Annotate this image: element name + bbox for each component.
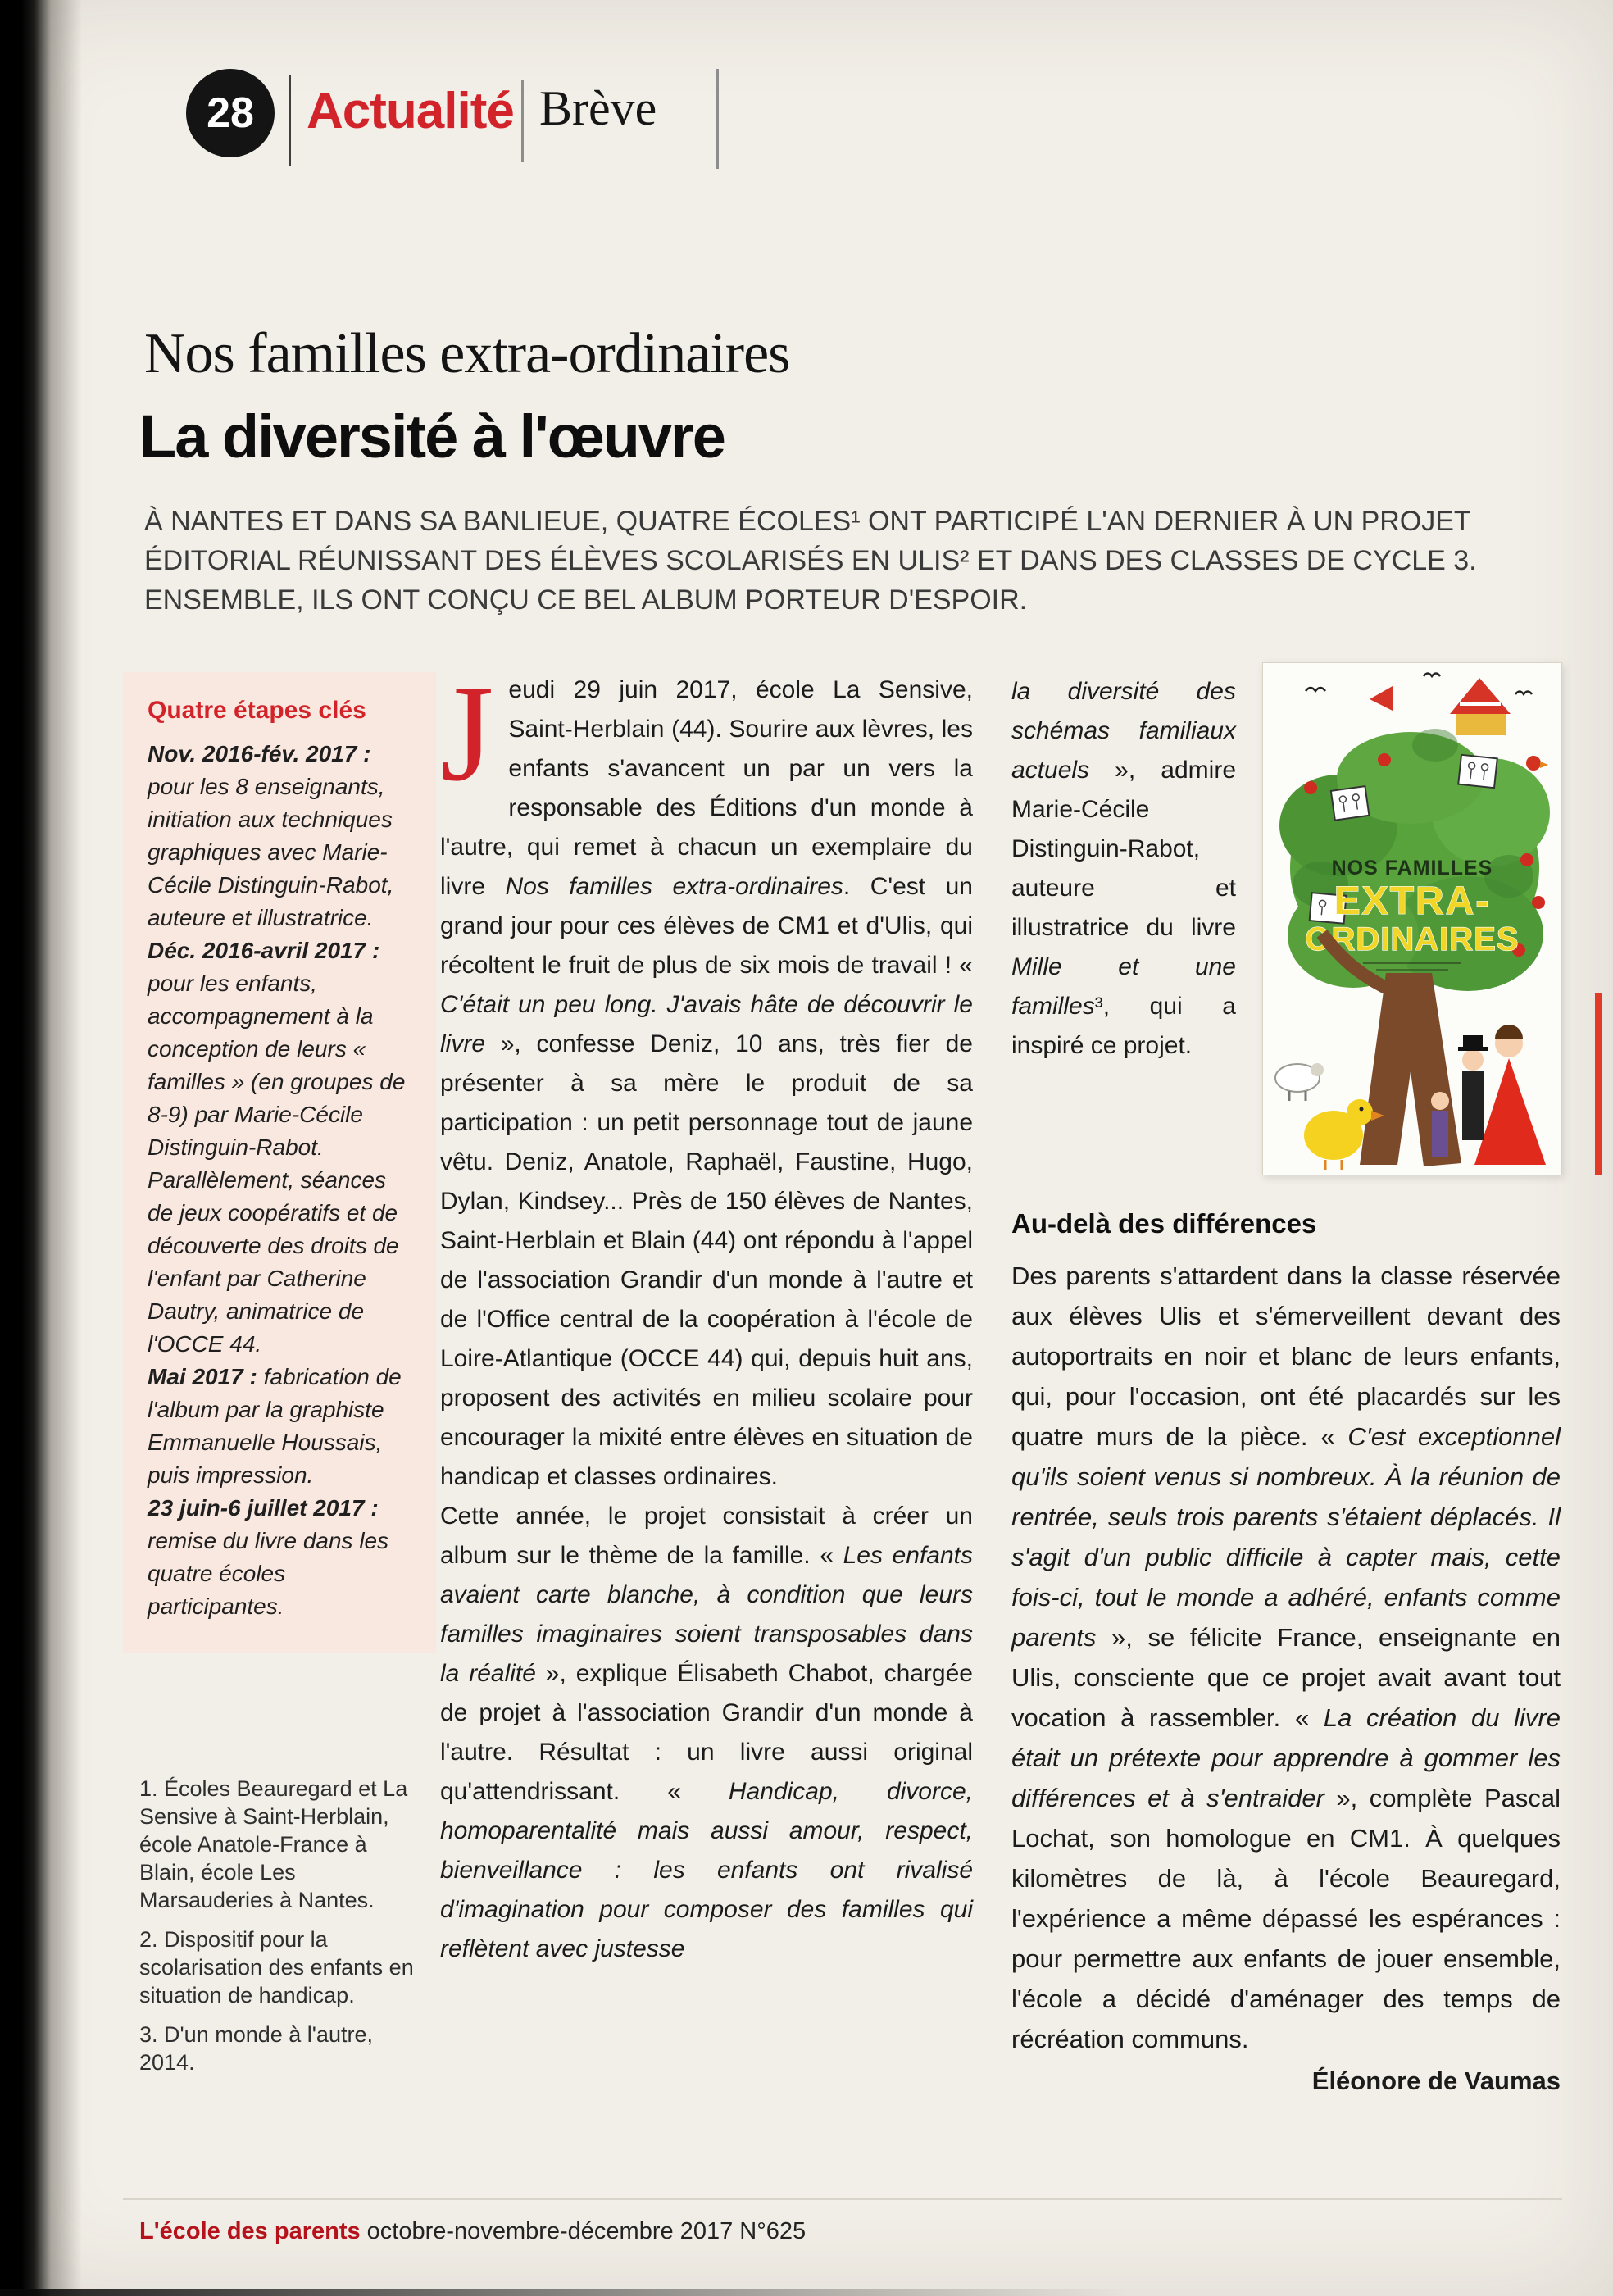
header-divider: [521, 80, 524, 162]
sidebar-step: [148, 934, 411, 1361]
apple-icon: [1378, 753, 1391, 766]
footer: [139, 2218, 806, 2245]
book-cover-image: [1262, 662, 1562, 1175]
step-text: remise du livre dans les quatre écoles participantes.: [148, 1528, 389, 1619]
section-heading: Au-delà des différences: [1011, 1208, 1317, 1239]
picture-frame-icon: [1331, 786, 1370, 820]
article-body-main: [440, 657, 973, 1969]
step-date: Déc. 2016-avril 2017 :: [148, 938, 380, 963]
step-date: 23 juin-6 juillet 2017 :: [148, 1495, 379, 1521]
paragraph-1-text: eudi 29 juin 2017, école La Sensive, Saint-Herblain (44). Sourire aux lèvres, les enfants s'avancent un par un vers la responsable des Éditions d'un monde à l'autre, qui remet à chacun un exemplaire du livre Nos familles extra-ordinaires. C'est un grand jour pour ces élèves de CM1 et d'Ulis, qui récoltent le fruit de plus de six mois de travail ! « C'était un peu long. J'avais hâte de découvrir le livre », confesse Deniz, 10 ans, très fier de présenter à sa mère le produit de sa participation : un petit personnage tout de jaune vêtu. Deniz, Anatole, Raphaël, Faustine, Hugo, Dylan, Kindsey... Près de 150 élèves de Nantes, Saint-Herblain et Blain (44) ont répondu à l'appel de l'association Grandir d'un monde à l'autre et de l'Office central de la coopération à l'école de Loire-Atlantique (OCCE 44) qui, depuis huit ans, proposent des activités en milieu scolaire pour encourager la mixité entre élèves en situation de handicap et classes ordinaires.: [440, 676, 973, 1490]
scan-edge-bottom: [0, 2289, 1129, 2296]
child-figure: [1431, 1092, 1449, 1157]
article-body-right-top: [1011, 672, 1236, 1066]
header-divider: [716, 69, 719, 169]
drop-cap: J: [440, 657, 494, 810]
magazine-name: L'école des parents: [139, 2218, 361, 2244]
apple-icon: [1304, 781, 1317, 794]
scan-edge-left: [0, 0, 82, 2296]
step-text: fabrication de l'album par la graphiste Emmanuelle Houssais, puis impression.: [148, 1364, 402, 1488]
sidebar-title: Quatre étapes clés: [148, 697, 366, 724]
header-divider: [289, 75, 291, 166]
footnote-2: 2. Dispositif pour la scolarisation des enfants en situation de handicap.: [139, 1927, 414, 2007]
book-title-bottom: ORDINAIRES: [1305, 921, 1520, 957]
article-body-right: [1011, 1256, 1561, 2101]
byline: Éléonore de Vaumas: [1311, 2066, 1561, 2095]
paragraph-1: [440, 657, 973, 1497]
footnote-3: 3. D'un monde à l'autre, 2014.: [139, 2022, 373, 2075]
book-cover-illustration: [1263, 663, 1560, 1173]
footnotes: [139, 1775, 415, 2088]
article-title: La diversité à l'œuvre: [139, 402, 725, 471]
issue-info: octobre-novembre-décembre 2017 N°625: [366, 2218, 806, 2244]
sidebar-step: [148, 1361, 411, 1492]
right-body-text: Des parents s'attardent dans la classe réservée aux élèves Ulis et s'émerveillent devant des autoportraits en noir et blanc de leurs enfants, qui, pour l'occasion, ont été placardés sur les quatre murs de la pièce. « C'est exceptionnel qu'ils soient venus si nombreux. À la réunion de rentrée, seuls trois parents s'étaient déplacés. Il s'agit d'un public difficile à capter mais, cette fois-ci, tout le monde a adhéré, enfants comme parents », se félicite France, enseignante en Ulis, consciente que ce projet avait avant tout vocation à rassembler. « La création du livre était un prétexte pour apprendre à gommer les différences et à s'entraider », complète Pascal Lochat, son homologue en CM1. À quelques kilomètres de là, à l'école Beauregard, l'expérience a même dépassé les espérances : pour permettre aux enfants de jouer ensemble, l'école a décidé d'aménager des temps de récréation communs.: [1011, 1262, 1561, 2053]
right-top-text: la diversité des schémas familiaux actuels », admire Marie-Cécile Distinguin-Rabot, auteure et illustratrice du livre Mille et une familles³, qui a inspiré ce projet.: [1011, 678, 1236, 1059]
article-standfirst: À NANTES ET DANS SA BANLIEUE, QUATRE ÉCOLES¹ ONT PARTICIPÉ L'AN DERNIER À UN PROJET ÉDITORIAL RÉUNISSANT DES ÉLÈVES SCOLARISÉS EN ULIS² ET DANS DES CLASSES DE CYCLE 3. ENSEMBLE, ILS ONT CONÇU CE BEL ALBUM PORTEUR D'ESPOIR.: [144, 506, 1477, 616]
book-title-top: NOS FAMILLES: [1331, 857, 1493, 880]
step-date: Mai 2017 :: [148, 1364, 257, 1389]
subsection-label: Brève: [539, 81, 657, 135]
red-edge-mark: [1595, 993, 1602, 1175]
footer-rule: [123, 2198, 1562, 2200]
paragraph-2-text: Cette année, le projet consistait à créer un album sur le thème de la famille. « Les enfants avaient carte blanche, à condition que leurs familles imaginaires soient transposables dans la réalité », explique Élisabeth Chabot, chargée de projet à l'association Grandir d'un monde à l'autre. Résultat : un livre aussi original qu'attendrissant. « Handicap, divorce, homoparentalité mais aussi amour, respect, bienveillance : les enfants ont rivalisé d'imagination pour composer des familles qui reflètent avec justesse: [440, 1503, 973, 1962]
page-number: 28: [207, 89, 254, 137]
article-kicker: Nos familles extra-ordinaires: [144, 322, 790, 385]
sidebar-step: [148, 738, 411, 934]
step-date: Nov. 2016-fév. 2017 :: [148, 741, 371, 766]
step-text: pour les 8 enseignants, initiation aux techniques graphiques avec Marie-Cécile Distinguin-Rabot, auteure et illustratrice.: [148, 774, 394, 930]
picture-frame-icon: [1458, 755, 1497, 788]
step-text: pour les enfants, accompagnement à la conception de leurs « familles » (en groupes de 8-9) par Marie-Cécile Distinguin-Rabot. Parallèlement, séances de jeux coopératifs et de découverte des droits de l'enfant par Catherine Dautry, animatrice de l'OCCE 44.: [148, 971, 406, 1357]
sidebar-key-steps: [123, 672, 436, 1653]
paragraph-2: [440, 1497, 973, 1969]
section-label: Actualité: [307, 83, 514, 139]
apple-icon: [1520, 853, 1533, 866]
book-title-mid: EXTRA-: [1334, 880, 1491, 923]
page-number-badge: [186, 69, 275, 157]
footnote-1: 1. Écoles Beauregard et La Sensive à Saint-Herblain, école Anatole-France à Blain, école Les Marsauderies à Nantes.: [139, 1776, 408, 1912]
sidebar-step: [148, 1492, 411, 1623]
apple-icon: [1532, 896, 1545, 909]
